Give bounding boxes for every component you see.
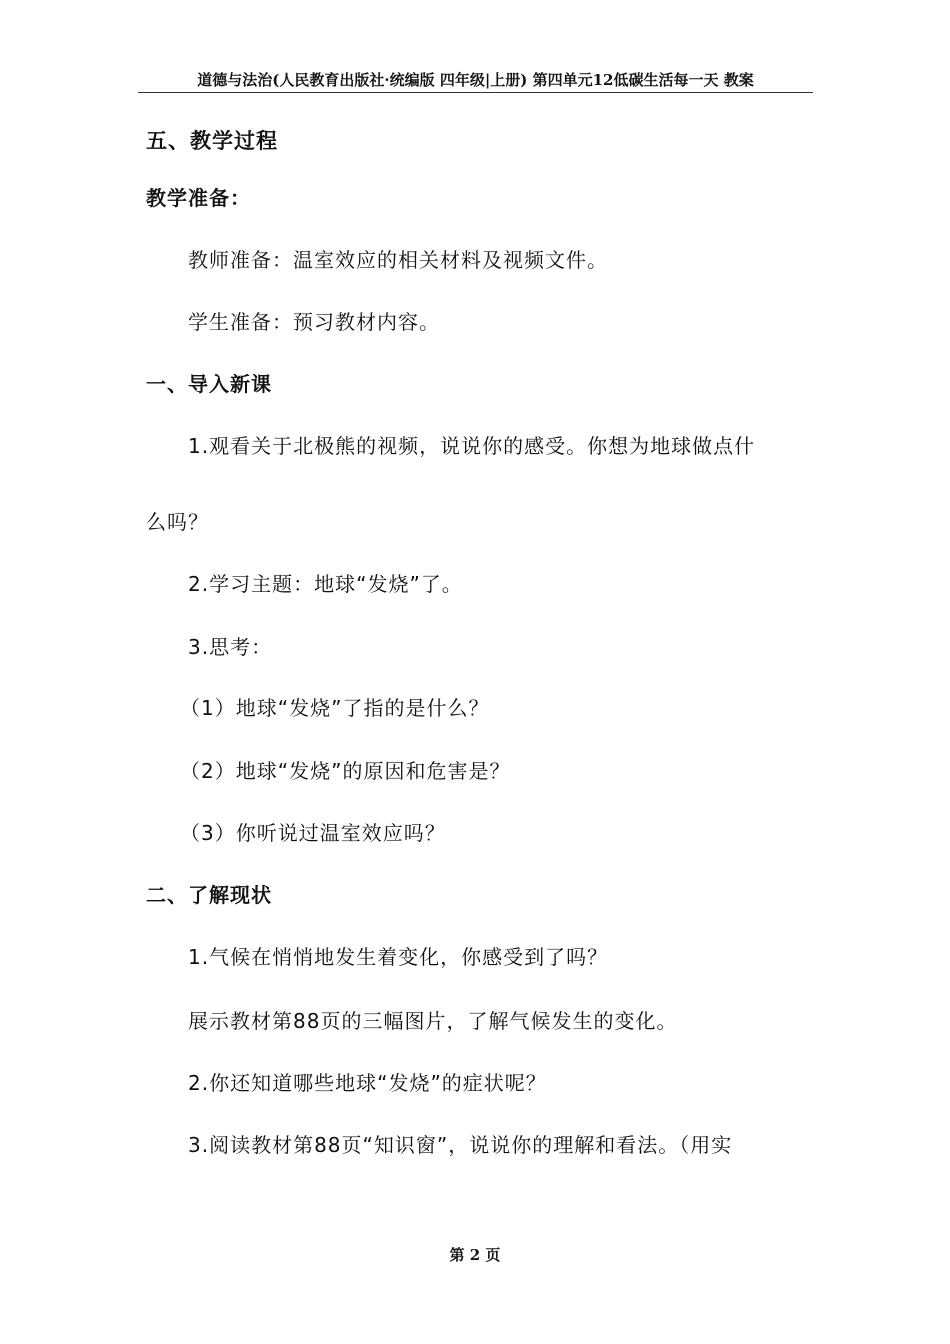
part1-question-1: （1）地球“发烧”了指的是什么？ bbox=[180, 696, 490, 720]
page-number: 第 2 页 bbox=[449, 1246, 501, 1264]
prep-heading: 教学准备： bbox=[146, 186, 251, 210]
part1-item1-line1: 1.观看关于北极熊的视频，说说你的感受。你想为地球做点什 bbox=[188, 434, 756, 458]
header-title: 道德与法治(人民教育出版社·统编版 四年级|上册) 第四单元12低碳生活每一天 教案 bbox=[197, 71, 754, 89]
part2-heading: 二、了解现状 bbox=[146, 883, 272, 907]
prep-student: 学生准备：预习教材内容。 bbox=[188, 310, 440, 334]
prep-teacher: 教师准备：温室效应的相关材料及视频文件。 bbox=[188, 248, 608, 272]
part1-item1-line2: 么吗？ bbox=[146, 510, 209, 534]
page-header bbox=[138, 70, 813, 93]
part1-item2: 2.学习主题：地球“发烧”了。 bbox=[188, 572, 463, 596]
part1-question-3: （3）你听说过温室效应吗？ bbox=[180, 821, 446, 845]
part1-heading: 一、导入新课 bbox=[146, 372, 272, 396]
part2-item2: 2.你还知道哪些地球“发烧”的症状呢？ bbox=[188, 1071, 547, 1095]
section-title: 五、教学过程 bbox=[146, 128, 278, 153]
part1-item3: 3.思考： bbox=[188, 635, 273, 659]
part2-item1-note: 展示教材第88页的三幅图片，了解气候发生的变化。 bbox=[188, 1009, 678, 1033]
part2-item1: 1.气候在悄悄地发生着变化，你感受到了吗？ bbox=[188, 945, 609, 969]
part1-question-2: （2）地球“发烧”的原因和危害是？ bbox=[180, 759, 511, 783]
part2-item3: 3.阅读教材第88页“知识窗”，说说你的理解和看法。（用实 bbox=[188, 1133, 733, 1157]
